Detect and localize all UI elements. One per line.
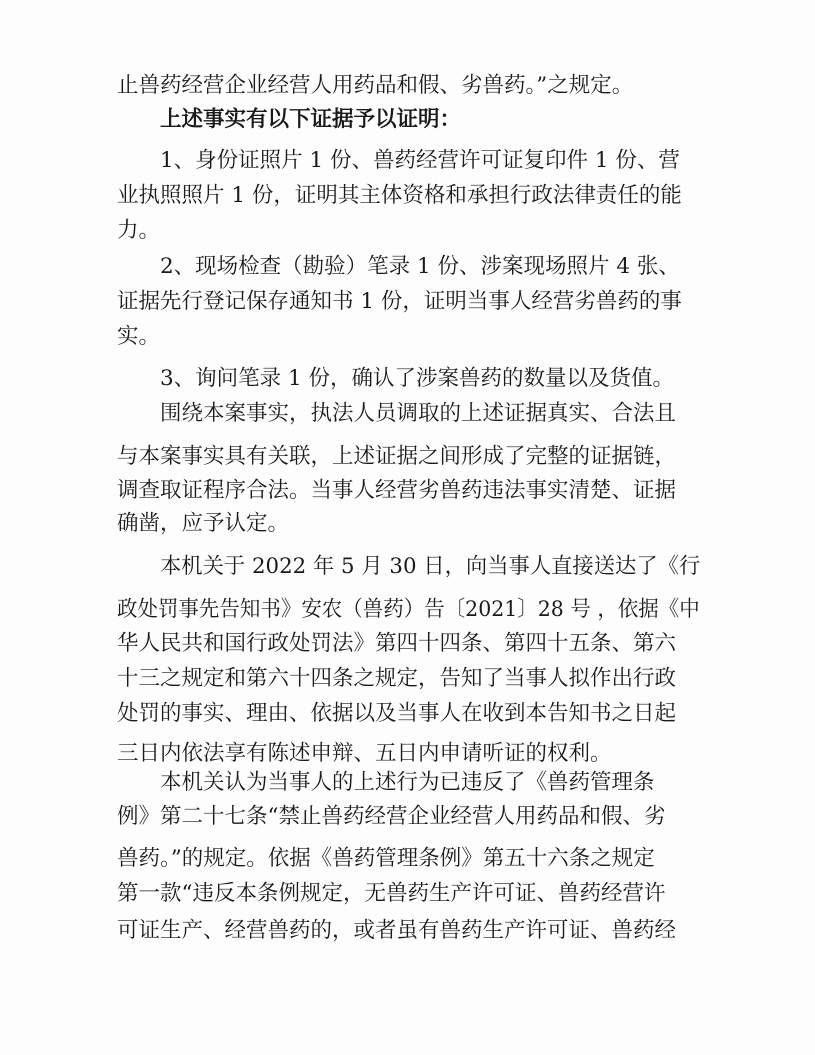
text-line: 处罚的事实、理由、依据以及当事人在收到本告知书之日起: [117, 701, 677, 726]
text-line: 与本案事实具有关联，上述证据之间形成了完整的证据链，: [117, 444, 677, 469]
text-line: 华人民共和国行政处罚法》第四十四条、第四十五条、第六: [117, 631, 677, 656]
section-heading: 上述事实有以下证据予以证明：: [160, 107, 462, 132]
text-line: 业执照照片 1 份，证明其主体资格和承担行政法律责任的能: [117, 183, 682, 208]
text-line: 第一款“违反本条例规定，无兽药生产许可证、兽药经营许: [117, 881, 666, 906]
text-line: 三日内依法享有陈述申辩、五日内申请听证的权利。: [117, 741, 612, 766]
text-line: 力。: [117, 218, 161, 243]
text-line: 可证生产、经营兽药的，或者虽有兽药生产许可证、兽药经: [117, 918, 677, 943]
text-line: 本机关于 2022 年 5 月 30 日，向当事人直接送达了《行: [160, 554, 701, 579]
text-line: 十三之规定和第六十四条之规定，告知了当事人拟作出行政: [117, 666, 677, 691]
text-line: 证据先行登记保存通知书 1 份，证明当事人经营劣兽药的事: [117, 289, 682, 314]
text-line: 例》第二十七条“禁止兽药经营企业经营人用药品和假、劣: [117, 804, 666, 829]
text-line: 围绕本案事实，执法人员调取的上述证据真实、合法且: [160, 401, 677, 426]
text-line: 3、询问笔录 1 份，确认了涉案兽药的数量以及货值。: [160, 366, 675, 391]
text-line: 政处罚事先告知书》安农（兽药）告〔2021〕28 号 ，依据《中: [117, 597, 700, 622]
text-line: 兽药。”的规定。依据《兽药管理条例》第五十六条之规定: [117, 846, 655, 871]
text-line: 2、现场检查（勘验）笔录 1 份、涉案现场照片 4 张、: [160, 254, 680, 279]
text-line: 止兽药经营企业经营人用药品和假、劣兽药。”之规定。: [117, 73, 634, 98]
text-line: 确凿，应予认定。: [117, 511, 290, 536]
text-line: 实。: [117, 324, 161, 349]
text-line: 1、身份证照片 1 份、兽药经营许可证复印件 1 份、营: [160, 148, 680, 173]
text-line: 本机关认为当事人的上述行为已违反了《兽药管理条: [160, 770, 655, 795]
text-line: 调查取证程序合法。当事人经营劣兽药违法事实清楚、证据: [117, 478, 677, 503]
